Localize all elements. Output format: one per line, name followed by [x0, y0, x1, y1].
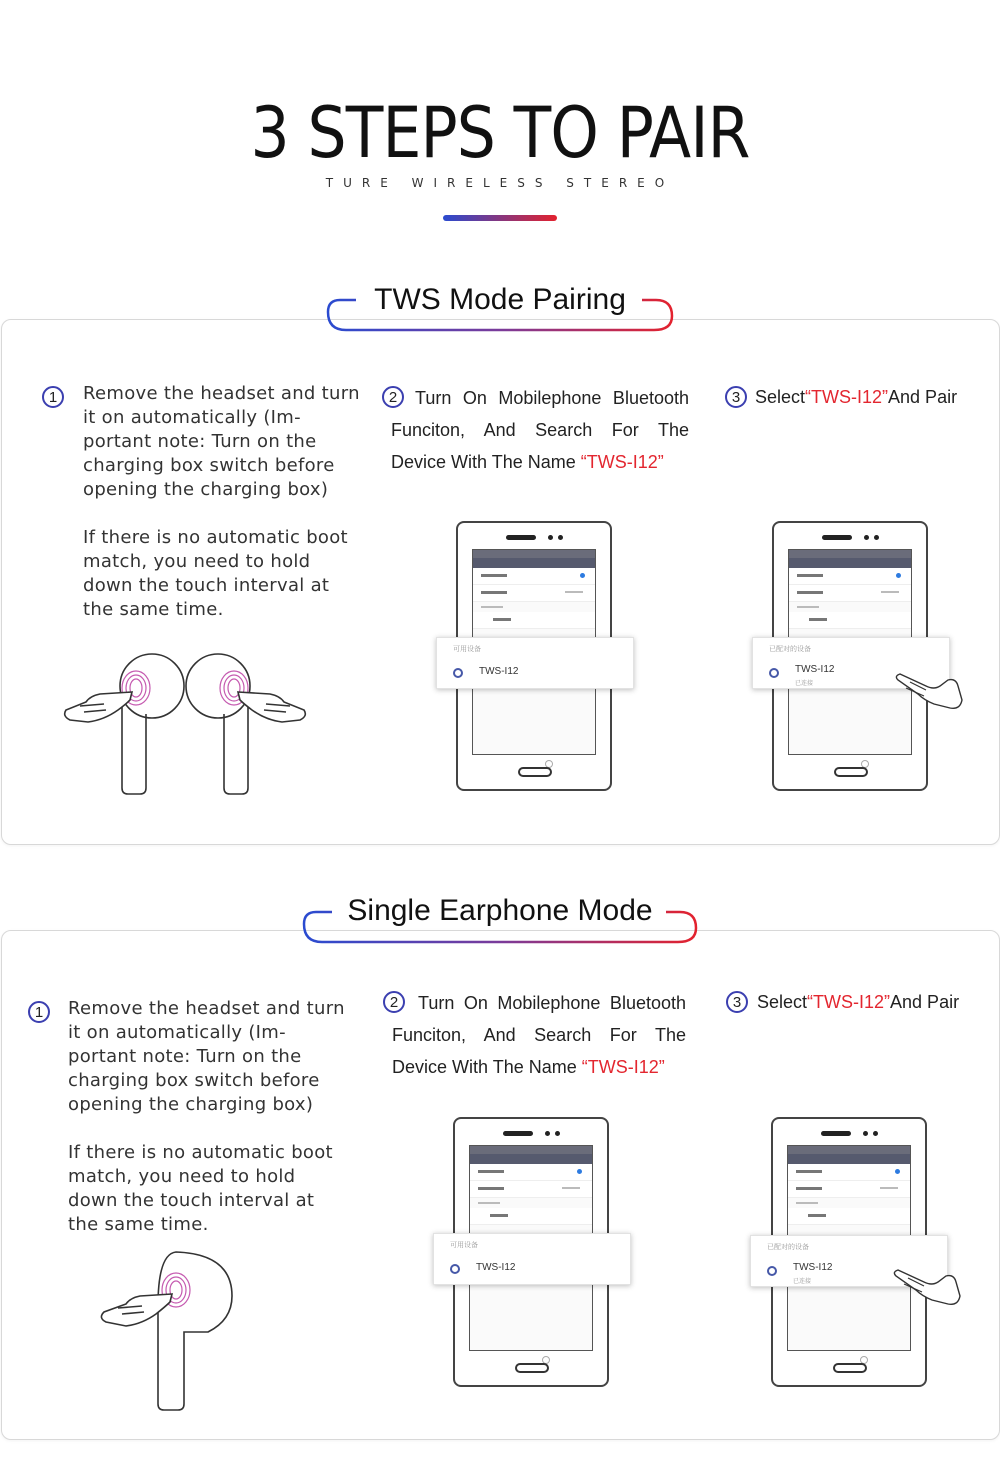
step-number-1: [42, 386, 64, 408]
phone-statusbar: [789, 550, 911, 558]
step3-prefix: Select: [755, 387, 806, 407]
popup-device-name: TWS-I12: [476, 1262, 516, 1273]
bluetooth-toggle-row: [473, 568, 595, 585]
phone-speaker: [821, 1131, 851, 1136]
popup-section-label: 可用设备: [450, 1242, 478, 1249]
popup-device-status: 已连接: [795, 681, 814, 687]
phone-camera-dot: [864, 535, 869, 540]
popup-device-name: TWS-I12: [793, 1262, 833, 1273]
popup-device-name: TWS-I12: [479, 666, 519, 677]
section-heading-tws: [326, 282, 674, 334]
phone-statusbar: [788, 1146, 910, 1154]
tapping-hand-icon: [894, 1260, 964, 1310]
step-number-text: 3: [732, 994, 742, 1011]
phone-statusbar: [470, 1146, 592, 1154]
phone-speaker: [506, 535, 536, 540]
device-name-row: [788, 1181, 910, 1198]
page-subtitle: TURE WIRELESS STEREO: [325, 176, 675, 190]
phone-navbar: [788, 1154, 910, 1164]
section-heading-single: [302, 894, 698, 946]
popup-device-name: TWS-I12: [795, 664, 835, 675]
toggle-icon: [580, 573, 585, 578]
step-number-text: 2: [389, 994, 399, 1011]
toggle-icon: [895, 1169, 900, 1174]
phone-camera-dot: [548, 535, 553, 540]
step3-instructions: [755, 387, 957, 408]
phone-camera-dot: [873, 1131, 878, 1136]
device-row: [470, 1208, 592, 1225]
step3-suffix: And Pair: [888, 387, 958, 407]
device-row: [789, 612, 911, 629]
home-button: [518, 767, 552, 777]
popup-section-label: 已配对的设备: [769, 646, 811, 653]
home-button: [834, 767, 868, 777]
phone-camera-dot: [863, 1131, 868, 1136]
device-name-row: [789, 585, 911, 602]
step3-prefix: Select: [757, 992, 808, 1012]
tapping-hand-icon: [896, 664, 966, 714]
step1-paragraph-1: Remove the headset and turn it on automatically (Im-portant note: Turn on the charging box switch before opening the charging box): [83, 383, 360, 500]
earbuds-touch-illustration: [60, 648, 310, 798]
step3-instructions: [757, 992, 959, 1013]
phone-navbar: [789, 558, 911, 568]
step2-instructions: [388, 382, 689, 478]
title-underline: [443, 215, 557, 221]
device-name-row: [470, 1181, 592, 1198]
phone-speaker: [503, 1131, 533, 1136]
device-name-highlight: “TWS-I12”: [581, 1057, 665, 1077]
popup-device-status: 已连接: [793, 1279, 812, 1285]
device-name-row: [473, 585, 595, 602]
step-number-3: [726, 991, 748, 1013]
headset-icon: [769, 668, 779, 678]
toggle-icon: [577, 1169, 582, 1174]
step1-paragraph-2: If there is no automatic boot match, you need to hold down the touch interval at the same time.: [83, 527, 348, 620]
phone-camera-dot: [555, 1131, 560, 1136]
phone-camera-dot: [558, 535, 563, 540]
page-title: 3 STEPS TO PAIR: [250, 92, 750, 174]
home-button: [833, 1363, 867, 1373]
phone-navbar: [473, 558, 595, 568]
available-device-popup[interactable]: [436, 637, 634, 689]
available-device-popup[interactable]: [433, 1233, 631, 1285]
step-number-text: 3: [731, 389, 741, 406]
phone-camera-dot: [874, 535, 879, 540]
device-name-highlight: “TWS-I12”: [807, 992, 891, 1012]
popup-section-label: 已配对的设备: [767, 1244, 809, 1251]
device-row: [473, 612, 595, 629]
step-number-3: [725, 386, 747, 408]
section-heading-label: TWS Mode Pairing: [374, 283, 626, 316]
step1-instructions: [68, 997, 348, 1237]
popup-section-label: 可用设备: [453, 646, 481, 653]
headset-icon: [767, 1266, 777, 1276]
bluetooth-toggle-row: [470, 1164, 592, 1181]
single-earbud-touch-illustration: [96, 1246, 246, 1416]
device-name-highlight: “TWS-I12”: [805, 387, 889, 407]
home-button: [515, 1363, 549, 1373]
headset-icon: [450, 1264, 460, 1274]
bluetooth-toggle-row: [788, 1164, 910, 1181]
device-row: [788, 1208, 910, 1225]
step-number-text: 1: [48, 389, 58, 406]
step2-instructions: [389, 987, 686, 1083]
step1-instructions: [83, 382, 363, 622]
step-number-text: 1: [34, 1004, 44, 1021]
step1-paragraph-2: If there is no automatic boot match, you need to hold down the touch interval at the same time.: [68, 1142, 333, 1235]
step-number-text: 2: [388, 389, 398, 406]
toggle-icon: [896, 573, 901, 578]
headset-icon: [453, 668, 463, 678]
phone-statusbar: [473, 550, 595, 558]
device-name-highlight: “TWS-I12”: [580, 452, 664, 472]
step-number-1: [28, 1001, 50, 1023]
bluetooth-toggle-row: [789, 568, 911, 585]
phone-navbar: [470, 1154, 592, 1164]
step1-paragraph-1: Remove the headset and turn it on automatically (Im-portant note: Turn on the charging box switch before opening the charging box): [68, 998, 345, 1115]
step2-text: Turn On Mobilephone Bluetooth Funciton, And Search For The Device With The Name: [391, 388, 689, 472]
phone-camera-dot: [545, 1131, 550, 1136]
phone-speaker: [822, 535, 852, 540]
step2-text: Turn On Mobilephone Bluetooth Funciton, And Search For The Device With The Name: [392, 993, 686, 1077]
section-heading-label: Single Earphone Mode: [347, 894, 653, 927]
step3-suffix: And Pair: [890, 992, 960, 1012]
